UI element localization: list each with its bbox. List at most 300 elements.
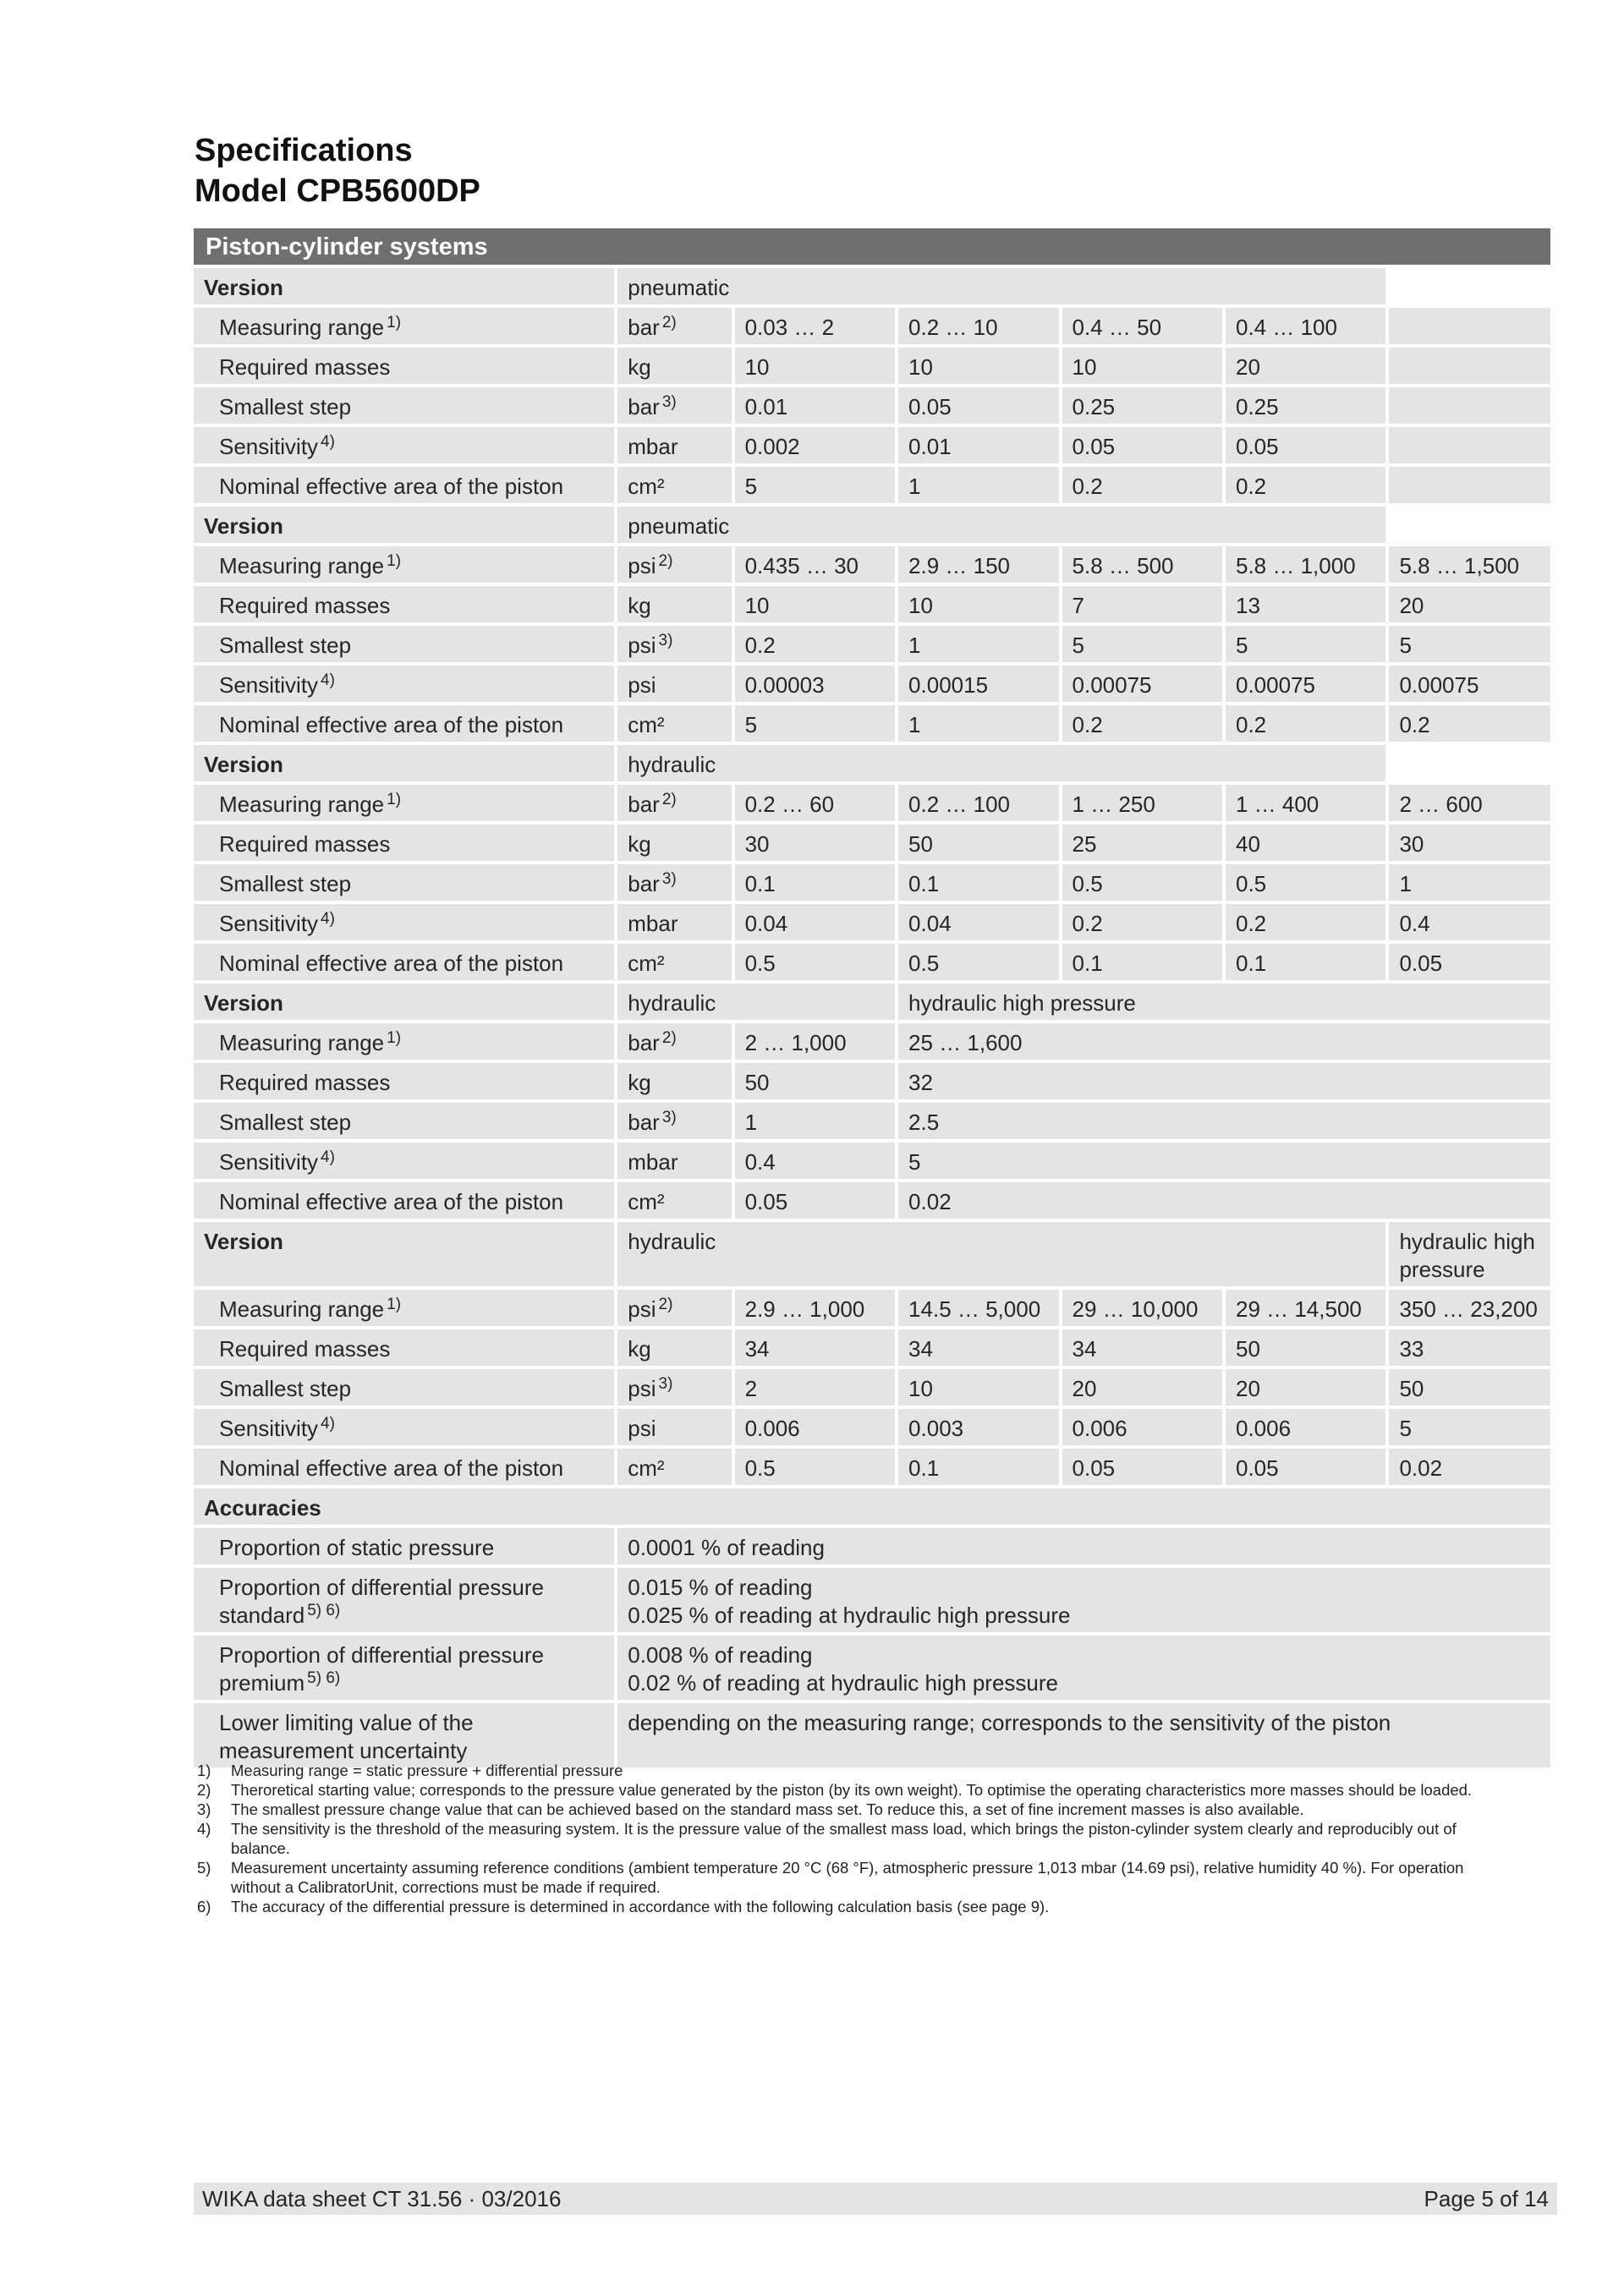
unit: psi bbox=[628, 1376, 656, 1401]
row-label: Nominal effective area of the piston bbox=[219, 474, 564, 499]
table-row bbox=[194, 1290, 1550, 1326]
version-value: pneumatic bbox=[617, 268, 1385, 304]
value-cell: 10 bbox=[898, 348, 1058, 384]
version-row bbox=[194, 984, 1550, 1020]
unit-cell bbox=[617, 1369, 731, 1406]
unit: kg bbox=[628, 1070, 651, 1095]
table-row bbox=[194, 1369, 1550, 1406]
table-row bbox=[194, 1103, 1550, 1139]
unit: bar bbox=[628, 792, 660, 817]
version-row bbox=[194, 268, 1550, 304]
version-value: hydraulic bbox=[617, 745, 1385, 781]
table-row bbox=[194, 864, 1550, 901]
row-label: Nominal effective area of the piston bbox=[219, 1455, 564, 1481]
value-cell: 2.9 … 1,000 bbox=[735, 1290, 895, 1326]
value-cell: 0.05 bbox=[898, 387, 1058, 424]
value-cell: 0.00075 bbox=[1389, 666, 1550, 702]
value-cell: 0.5 bbox=[735, 944, 895, 980]
value-cell: 0.435 … 30 bbox=[735, 546, 895, 583]
value-cell: 2 … 1,000 bbox=[735, 1023, 895, 1060]
value-cell: 0.25 bbox=[1226, 387, 1385, 424]
value-cell: 0.5 bbox=[898, 944, 1058, 980]
value-cell: 0.02 bbox=[898, 1182, 1550, 1219]
unit-cell bbox=[617, 1290, 731, 1326]
footnotes bbox=[197, 1761, 1517, 1916]
specifications-table bbox=[190, 225, 1554, 1771]
row-label-cell bbox=[194, 944, 614, 980]
value-cell: 50 bbox=[898, 825, 1058, 861]
value-cell: 20 bbox=[1226, 348, 1385, 384]
version-label: Version bbox=[194, 268, 614, 304]
footnote-text: The smallest pressure change value that can be achieved based on the standard mass set. To reduce this, a set of fine increment masses is also available. bbox=[231, 1800, 1304, 1818]
footer-page-number: Page 5 of 14 bbox=[1424, 2186, 1549, 2211]
accuracy-label: Lower limiting value of the measurement uncertainty bbox=[219, 1710, 474, 1763]
value-cell: 2.5 bbox=[898, 1103, 1550, 1139]
value-cell: 0.2 bbox=[1062, 705, 1222, 742]
footnote-ref: 1) bbox=[387, 1029, 402, 1047]
table-row bbox=[194, 1182, 1550, 1219]
unit: psi bbox=[628, 672, 656, 698]
value-cell: 0.5 bbox=[1226, 864, 1385, 901]
accuracy-value-line: depending on the measuring range; corresponds to the sensitivity of the piston bbox=[628, 1710, 1391, 1735]
footnote-ref: 3) bbox=[658, 632, 673, 649]
value-cell: 1 bbox=[898, 705, 1058, 742]
footnote-number: 6) bbox=[197, 1898, 211, 1915]
accuracy-label: Proportion of differential pressure standard bbox=[219, 1575, 544, 1628]
unit: mbar bbox=[628, 434, 678, 459]
row-label: Nominal effective area of the piston bbox=[219, 712, 564, 737]
row-label: Smallest step bbox=[219, 871, 352, 896]
unit: cm² bbox=[628, 1189, 665, 1214]
unit-cell bbox=[617, 387, 731, 424]
unit-cell bbox=[617, 308, 731, 344]
row-label-cell bbox=[194, 666, 614, 702]
footnote-ref: 3) bbox=[658, 1375, 673, 1393]
value-cell: 5 bbox=[1226, 626, 1385, 662]
value-cell: 0.00075 bbox=[1226, 666, 1385, 702]
unit: cm² bbox=[628, 474, 665, 499]
value-cell: 1 … 400 bbox=[1226, 785, 1385, 821]
version-label: Version bbox=[194, 984, 614, 1020]
accuracy-row bbox=[194, 1528, 1550, 1564]
value-cell: 5.8 … 500 bbox=[1062, 546, 1222, 583]
value-cell: 0.2 … 60 bbox=[735, 785, 895, 821]
unit-cell bbox=[617, 825, 731, 861]
footnote bbox=[197, 1858, 1517, 1897]
unit: kg bbox=[628, 831, 651, 857]
version-row bbox=[194, 745, 1550, 781]
row-label: Nominal effective area of the piston bbox=[219, 951, 564, 976]
footnote-ref: 4) bbox=[321, 1148, 335, 1166]
value-cell: 5 bbox=[1389, 1409, 1550, 1445]
value-cell: 0.006 bbox=[1226, 1409, 1385, 1445]
value-cell: 1 bbox=[898, 467, 1058, 503]
row-label-cell bbox=[194, 904, 614, 940]
unit: mbar bbox=[628, 911, 678, 936]
value-cell: 0.006 bbox=[735, 1409, 895, 1445]
unit-cell bbox=[617, 626, 731, 662]
unit-cell bbox=[617, 785, 731, 821]
value-cell: 350 … 23,200 bbox=[1389, 1290, 1550, 1326]
accuracy-label-cell bbox=[194, 1528, 614, 1564]
table-header-row bbox=[194, 228, 1550, 265]
value-cell: 2.9 … 150 bbox=[898, 546, 1058, 583]
accuracy-row bbox=[194, 1703, 1550, 1767]
row-label: Required masses bbox=[219, 354, 391, 380]
value-cell: 1 bbox=[1389, 864, 1550, 901]
footer-datasheet: WIKA data sheet CT 31.56 · 03/2016 bbox=[202, 2186, 562, 2211]
unit: kg bbox=[628, 593, 651, 618]
accuracy-value-line: 0.008 % of reading bbox=[628, 1642, 813, 1668]
row-label-cell bbox=[194, 308, 614, 344]
footnote-number: 3) bbox=[197, 1800, 211, 1818]
value-cell: 0.04 bbox=[735, 904, 895, 940]
unit: mbar bbox=[628, 1149, 678, 1175]
page-title bbox=[195, 130, 480, 211]
value-cell: 0.03 … 2 bbox=[735, 308, 895, 344]
page-title-line2: Model CPB5600DP bbox=[195, 173, 480, 209]
row-label-cell bbox=[194, 864, 614, 901]
row-label-cell bbox=[194, 705, 614, 742]
value-cell: 5 bbox=[1062, 626, 1222, 662]
value-cell: 0.002 bbox=[735, 427, 895, 463]
accuracy-value-line: 0.0001 % of reading bbox=[628, 1535, 825, 1560]
unit: cm² bbox=[628, 1455, 665, 1481]
table-row bbox=[194, 348, 1550, 384]
value-cell: 0.2 … 10 bbox=[898, 308, 1058, 344]
unit: psi bbox=[628, 633, 656, 658]
row-label-cell bbox=[194, 348, 614, 384]
value-cell: 0.01 bbox=[735, 387, 895, 424]
accuracy-value-cell bbox=[617, 1703, 1550, 1767]
unit-cell bbox=[617, 546, 731, 583]
footnote bbox=[197, 1819, 1517, 1858]
value-cell: 50 bbox=[735, 1063, 895, 1099]
unit-cell bbox=[617, 1329, 731, 1366]
value-cell: 0.01 bbox=[898, 427, 1058, 463]
table-row bbox=[194, 1449, 1550, 1485]
footnote-text: Measurement uncertainty assuming reference conditions (ambient temperature 20 °C (68 °F), atmospheric pressure 1,013 mbar (14.69 psi), relative humidity 40 %). For operation without a CalibratorUnit, corrections must be made if required. bbox=[231, 1859, 1464, 1896]
row-label-cell bbox=[194, 427, 614, 463]
value-cell: 5 bbox=[735, 705, 895, 742]
version-label: Version bbox=[194, 507, 614, 543]
row-label-cell bbox=[194, 1369, 614, 1406]
footnote-ref: 4) bbox=[321, 1415, 335, 1433]
unit: kg bbox=[628, 1336, 651, 1362]
value-cell: 25 bbox=[1062, 825, 1222, 861]
accuracy-label: Proportion of differential pressure premium bbox=[219, 1642, 544, 1696]
footnote-ref: 4) bbox=[321, 910, 335, 928]
value-cell: 10 bbox=[735, 348, 895, 384]
unit-cell bbox=[617, 348, 731, 384]
value-cell: 13 bbox=[1226, 586, 1385, 622]
accuracy-value-cell bbox=[617, 1528, 1550, 1564]
footnote-ref: 2) bbox=[658, 1296, 673, 1313]
row-label: Sensitivity bbox=[219, 434, 319, 459]
row-label: Measuring range bbox=[219, 1030, 385, 1055]
row-label: Required masses bbox=[219, 831, 391, 857]
value-cell: 29 … 14,500 bbox=[1226, 1290, 1385, 1326]
table-row bbox=[194, 387, 1550, 424]
value-cell bbox=[1389, 427, 1550, 463]
value-cell: 0.2 bbox=[1389, 705, 1550, 742]
row-label: Required masses bbox=[219, 1336, 391, 1362]
value-cell: 0.2 bbox=[1226, 904, 1385, 940]
version-row bbox=[194, 507, 1550, 543]
accuracies-heading: Accuracies bbox=[194, 1488, 1550, 1525]
value-cell: 20 bbox=[1062, 1369, 1222, 1406]
table-row bbox=[194, 666, 1550, 702]
footnote-ref: 2) bbox=[661, 1029, 677, 1047]
row-label-cell bbox=[194, 387, 614, 424]
row-label: Sensitivity bbox=[219, 1416, 319, 1441]
row-label-cell bbox=[194, 467, 614, 503]
value-cell: 0.5 bbox=[1062, 864, 1222, 901]
version-value: hydraulic bbox=[617, 1222, 1385, 1286]
table-row bbox=[194, 825, 1550, 861]
table-row bbox=[194, 1329, 1550, 1366]
value-cell: 10 bbox=[735, 586, 895, 622]
unit-cell bbox=[617, 1023, 731, 1060]
unit: bar bbox=[628, 394, 660, 419]
row-label-cell bbox=[194, 586, 614, 622]
footnote-ref: 5) 6) bbox=[307, 1602, 341, 1619]
value-cell bbox=[1389, 348, 1550, 384]
unit-cell bbox=[617, 427, 731, 463]
footnote bbox=[197, 1897, 1517, 1916]
value-cell: 50 bbox=[1226, 1329, 1385, 1366]
value-cell: 34 bbox=[1062, 1329, 1222, 1366]
value-cell: 14.5 … 5,000 bbox=[898, 1290, 1058, 1326]
row-label-cell bbox=[194, 1290, 614, 1326]
footnote-ref: 1) bbox=[387, 791, 402, 808]
footnote-ref: 4) bbox=[321, 433, 335, 451]
value-cell: 1 bbox=[735, 1103, 895, 1139]
row-label: Smallest step bbox=[219, 1110, 352, 1135]
value-cell: 0.003 bbox=[898, 1409, 1058, 1445]
value-cell: 7 bbox=[1062, 586, 1222, 622]
accuracy-value-cell bbox=[617, 1636, 1550, 1700]
row-label: Sensitivity bbox=[219, 911, 319, 936]
value-cell: 0.1 bbox=[898, 864, 1058, 901]
footnote-ref: 1) bbox=[387, 552, 402, 570]
footnote-number: 5) bbox=[197, 1859, 211, 1877]
table-row bbox=[194, 1023, 1550, 1060]
table-row bbox=[194, 308, 1550, 344]
table-row bbox=[194, 1063, 1550, 1099]
value-cell: 0.4 bbox=[1389, 904, 1550, 940]
value-cell bbox=[1389, 387, 1550, 424]
footnote bbox=[197, 1780, 1517, 1800]
value-cell: 0.05 bbox=[735, 1182, 895, 1219]
footnote-ref: 2) bbox=[661, 791, 677, 808]
table-row bbox=[194, 944, 1550, 980]
row-label-cell bbox=[194, 1063, 614, 1099]
value-cell: 25 … 1,600 bbox=[898, 1023, 1550, 1060]
row-label: Measuring range bbox=[219, 792, 385, 817]
table-row bbox=[194, 1143, 1550, 1179]
row-label: Required masses bbox=[219, 593, 391, 618]
row-label-cell bbox=[194, 1143, 614, 1179]
value-cell: 0.00003 bbox=[735, 666, 895, 702]
value-cell: 0.05 bbox=[1226, 427, 1385, 463]
unit-cell bbox=[617, 1143, 731, 1179]
table-header: Piston-cylinder systems bbox=[194, 228, 1550, 265]
row-label: Sensitivity bbox=[219, 1149, 319, 1175]
value-cell: 29 … 10,000 bbox=[1062, 1290, 1222, 1326]
unit-cell bbox=[617, 1182, 731, 1219]
value-cell: 34 bbox=[898, 1329, 1058, 1366]
unit: psi bbox=[628, 553, 656, 578]
accuracy-row bbox=[194, 1636, 1550, 1700]
page-title-line1: Specifications bbox=[195, 133, 413, 168]
value-cell: 5.8 … 1,000 bbox=[1226, 546, 1385, 583]
footnote-ref: 1) bbox=[387, 1296, 402, 1313]
unit-cell bbox=[617, 467, 731, 503]
unit-cell bbox=[617, 666, 731, 702]
footnote-ref: 5) 6) bbox=[307, 1669, 341, 1687]
value-cell: 0.05 bbox=[1389, 944, 1550, 980]
footnote-number: 2) bbox=[197, 1781, 211, 1799]
value-cell: 0.05 bbox=[1062, 1449, 1222, 1485]
row-label-cell bbox=[194, 546, 614, 583]
value-cell: 0.4 … 50 bbox=[1062, 308, 1222, 344]
value-cell: 0.4 … 100 bbox=[1226, 308, 1385, 344]
value-cell: 33 bbox=[1389, 1329, 1550, 1366]
value-cell: 1 … 250 bbox=[1062, 785, 1222, 821]
unit-cell bbox=[617, 1063, 731, 1099]
value-cell: 0.00015 bbox=[898, 666, 1058, 702]
row-label: Smallest step bbox=[219, 1376, 352, 1401]
version-label: Version bbox=[194, 1222, 614, 1286]
value-cell: 2 bbox=[735, 1369, 895, 1406]
accuracy-label-cell bbox=[194, 1568, 614, 1632]
value-cell: 0.2 bbox=[1062, 467, 1222, 503]
version-label: Version bbox=[194, 745, 614, 781]
value-cell: 0.5 bbox=[735, 1449, 895, 1485]
value-cell: 5 bbox=[1389, 626, 1550, 662]
row-label-cell bbox=[194, 825, 614, 861]
accuracy-value-line: 0.02 % of reading at hydraulic high pressure bbox=[628, 1670, 1059, 1696]
unit: bar bbox=[628, 315, 660, 340]
footnote-text: Measuring range = static pressure + differential pressure bbox=[231, 1762, 623, 1779]
accuracy-label: Proportion of static pressure bbox=[219, 1535, 495, 1560]
value-cell: 0.2 bbox=[1226, 705, 1385, 742]
row-label: Smallest step bbox=[219, 394, 352, 419]
unit-cell bbox=[617, 1449, 731, 1485]
value-cell: 0.25 bbox=[1062, 387, 1222, 424]
value-cell: 34 bbox=[735, 1329, 895, 1366]
unit-cell bbox=[617, 1103, 731, 1139]
footnote-ref: 1) bbox=[387, 314, 402, 332]
unit: cm² bbox=[628, 712, 665, 737]
unit: psi bbox=[628, 1416, 656, 1441]
table-row bbox=[194, 705, 1550, 742]
value-cell: 0.1 bbox=[898, 1449, 1058, 1485]
footnote-number: 1) bbox=[197, 1762, 211, 1779]
row-label: Measuring range bbox=[219, 315, 385, 340]
accuracy-value-line: 0.025 % of reading at hydraulic high pressure bbox=[628, 1603, 1071, 1628]
value-cell bbox=[1389, 308, 1550, 344]
value-cell: 0.05 bbox=[1226, 1449, 1385, 1485]
unit-cell bbox=[617, 586, 731, 622]
accuracy-label-cell bbox=[194, 1636, 614, 1700]
unit-cell bbox=[617, 864, 731, 901]
value-cell: 5 bbox=[898, 1143, 1550, 1179]
table-row bbox=[194, 1409, 1550, 1445]
table-row bbox=[194, 904, 1550, 940]
row-label: Required masses bbox=[219, 1070, 391, 1095]
row-label-cell bbox=[194, 1023, 614, 1060]
version-value: pneumatic bbox=[617, 507, 1385, 543]
table-row bbox=[194, 427, 1550, 463]
footnote-ref: 3) bbox=[661, 393, 677, 411]
table-row bbox=[194, 785, 1550, 821]
footnote-ref: 3) bbox=[661, 1109, 677, 1126]
value-cell: 0.006 bbox=[1062, 1409, 1222, 1445]
footnote-ref: 2) bbox=[658, 552, 673, 570]
value-cell: 30 bbox=[735, 825, 895, 861]
value-cell: 0.2 bbox=[735, 626, 895, 662]
footnote-ref: 2) bbox=[661, 314, 677, 332]
unit: bar bbox=[628, 1030, 660, 1055]
row-label-cell bbox=[194, 1449, 614, 1485]
accuracy-label-cell bbox=[194, 1703, 614, 1767]
table-row bbox=[194, 467, 1550, 503]
footnote-number: 4) bbox=[197, 1820, 211, 1838]
value-cell: 5 bbox=[735, 467, 895, 503]
footnote bbox=[197, 1761, 1517, 1780]
unit: bar bbox=[628, 1110, 660, 1135]
accuracies-heading-row bbox=[194, 1488, 1550, 1525]
version-value: hydraulic high pressure bbox=[1389, 1222, 1550, 1286]
value-cell: 0.1 bbox=[1226, 944, 1385, 980]
value-cell: 40 bbox=[1226, 825, 1385, 861]
value-cell: 0.4 bbox=[735, 1143, 895, 1179]
unit-cell bbox=[617, 1409, 731, 1445]
value-cell: 2 … 600 bbox=[1389, 785, 1550, 821]
unit-cell bbox=[617, 904, 731, 940]
unit: kg bbox=[628, 354, 651, 380]
accuracy-value-line: 0.015 % of reading bbox=[628, 1575, 813, 1600]
table-row bbox=[194, 626, 1550, 662]
row-label: Smallest step bbox=[219, 633, 352, 658]
unit: bar bbox=[628, 871, 660, 896]
value-cell: 0.1 bbox=[1062, 944, 1222, 980]
row-label: Measuring range bbox=[219, 1296, 385, 1322]
value-cell: 10 bbox=[898, 586, 1058, 622]
footnote-ref: 3) bbox=[661, 870, 677, 888]
value-cell bbox=[1389, 467, 1550, 503]
row-label-cell bbox=[194, 626, 614, 662]
value-cell: 10 bbox=[898, 1369, 1058, 1406]
footnote-text: The accuracy of the differential pressure is determined in accordance with the following calculation basis (see page 9). bbox=[231, 1898, 1050, 1915]
footnote bbox=[197, 1800, 1517, 1819]
value-cell: 50 bbox=[1389, 1369, 1550, 1406]
footnote-text: The sensitivity is the threshold of the measuring system. It is the pressure value of the smallest mass load, which brings the piston-cylinder system clearly and reproducibly out of balance. bbox=[231, 1820, 1457, 1857]
accuracy-row bbox=[194, 1568, 1550, 1632]
row-label: Sensitivity bbox=[219, 672, 319, 698]
value-cell: 0.2 bbox=[1226, 467, 1385, 503]
table-row bbox=[194, 546, 1550, 583]
value-cell: 0.1 bbox=[735, 864, 895, 901]
value-cell: 0.04 bbox=[898, 904, 1058, 940]
table-row bbox=[194, 586, 1550, 622]
value-cell: 1 bbox=[898, 626, 1058, 662]
value-cell: 0.2 … 100 bbox=[898, 785, 1058, 821]
unit-cell bbox=[617, 944, 731, 980]
version-value: hydraulic high pressure bbox=[898, 984, 1550, 1020]
